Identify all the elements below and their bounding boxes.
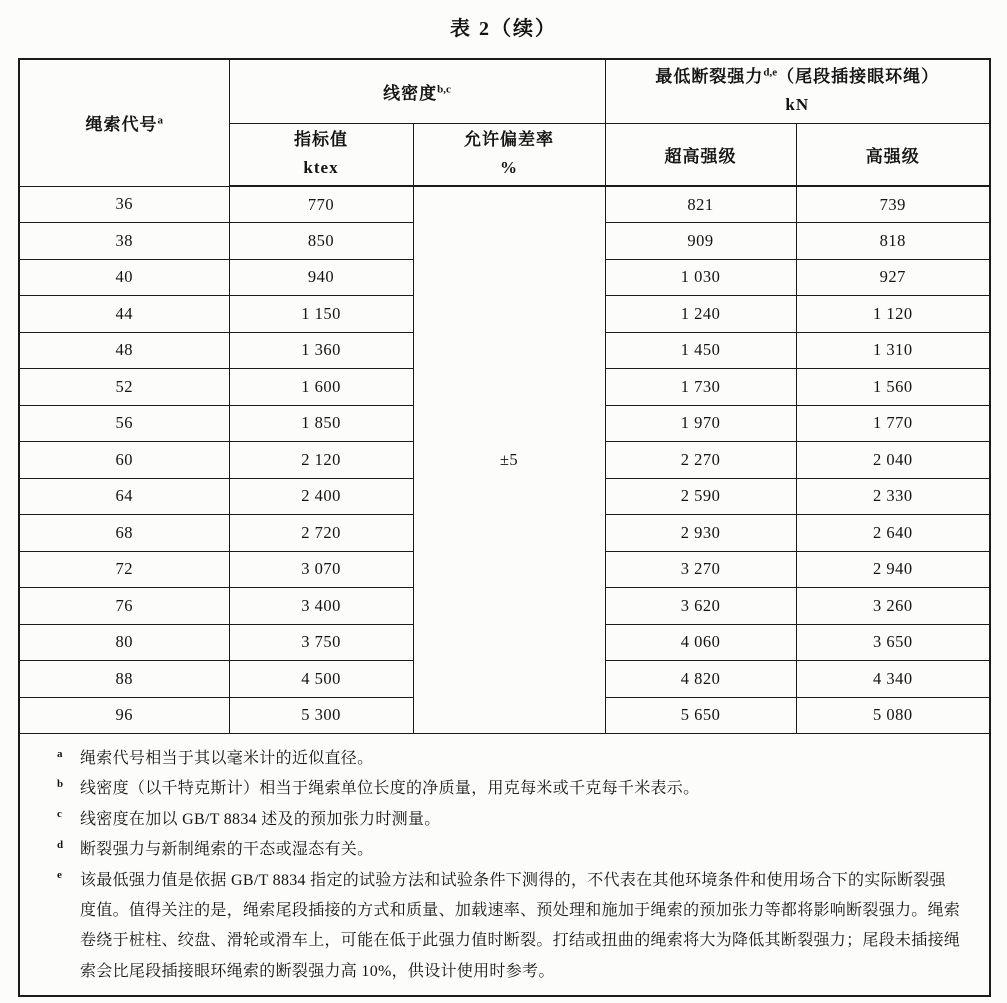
rope-code-cell: 68 xyxy=(19,515,229,552)
ktex-cell: 3 070 xyxy=(229,551,413,588)
table-row xyxy=(19,186,990,223)
footnote-text: 该最低强力值是依据 GB/T 8834 指定的试验方法和试验条件下测得的，不代表在其他环境条件和使用场合下的实际断裂强度值。值得关注的是，绳索尾段插接的方式和质量、加载速率、预处理和施加于绳索的预加张力等都将影响断裂强力。绳索卷绕于桩柱、绞盘、滑轮或滑车上，可能在低于此强力值时断裂。打结或扭曲的绳索将大为降低其断裂强力；尾段未插接绳索会比尾段插接眼环绳索的断裂强力高 10%，供设计使用时参考。 xyxy=(80,871,961,980)
rope-code-footnote-ref: a xyxy=(157,114,163,127)
footnotes-cell xyxy=(19,734,990,997)
high-cell: 2 040 xyxy=(796,442,990,479)
rope-code-cell: 88 xyxy=(19,661,229,698)
header-indicator-unit: ktex xyxy=(303,158,339,178)
rope-code-cell: 56 xyxy=(19,405,229,442)
footnotes-list xyxy=(57,744,961,987)
ktex-cell: 1 850 xyxy=(229,405,413,442)
ultra-high-cell: 1 730 xyxy=(605,369,796,406)
footnote-a: $^a$ 绳索代号相当于其以毫米计的近似直径。 xyxy=(57,747,374,767)
footnote-c: $^c$ 线密度在加以 GB/T 8834 述及的预加张力时测量。 xyxy=(57,808,441,828)
rope-code-cell: 40 xyxy=(19,259,229,296)
rope-code-cell: 96 xyxy=(19,697,229,734)
table-title: 表 2（续） xyxy=(450,18,557,40)
header-min-breaking-unit: kN xyxy=(785,95,810,115)
ultra-high-cell: 4 060 xyxy=(605,624,796,661)
high-cell: 3 650 xyxy=(796,624,990,661)
footnote-e: $^e$ 该最低强力值是依据 GB/T 8834 指定的试验方法和试验条件下测得的，不代表在其他环境条件和使用场合下的实际断裂强度值。值得关注的是，绳索尾段插接的方式和质量、加载速率、预处理和施加于绳索的预加张力等都将影响断裂强力。绳索卷绕于桩柱、绞盘、滑轮或滑车上，可能在低于此强力值时断裂。打结或扭曲的绳索将大为降低其断裂强力；尾段未插接绳索会比尾段插接眼环绳索的断裂强力高 10%，供设计使用时参考。 xyxy=(57,869,961,980)
header-indicator-value xyxy=(229,123,413,186)
ktex-cell: 2 400 xyxy=(229,478,413,515)
rope-code-cell: 76 xyxy=(19,588,229,625)
high-cell: 2 940 xyxy=(796,551,990,588)
high-cell: 2 640 xyxy=(796,515,990,552)
header-rope-code xyxy=(19,59,229,186)
header-min-breaking-line1 xyxy=(606,63,990,91)
ultra-high-cell: 1 240 xyxy=(605,296,796,333)
ultra-high-cell: 1 030 xyxy=(605,259,796,296)
header-deviation-label: 允许偏差率 xyxy=(464,130,554,150)
ktex-cell: 2 720 xyxy=(229,515,413,552)
rope-code-cell: 64 xyxy=(19,478,229,515)
ultra-high-cell: 1 450 xyxy=(605,332,796,369)
rope-spec-table xyxy=(18,58,991,997)
footnote-b: $^b$ 线密度（以千特克斯计）相当于绳索单位长度的净质量，用克每米或千克每千米表示。 xyxy=(57,778,700,798)
rope-code-cell: 60 xyxy=(19,442,229,479)
header-rope-code-label: 绳索代号 xyxy=(85,115,158,135)
min-breaking-footnote-ref: d,e xyxy=(763,66,778,79)
footnote-text: 断裂强力与新制绳索的干态或湿态有关。 xyxy=(80,841,374,859)
ultra-high-cell: 1 970 xyxy=(605,405,796,442)
ktex-cell: 4 500 xyxy=(229,661,413,698)
rope-code-cell: 52 xyxy=(19,369,229,406)
ultra-high-cell: 909 xyxy=(605,223,796,260)
header-linear-density-label: 线密度 xyxy=(383,83,438,103)
footnote-text: 绳索代号相当于其以毫米计的近似直径。 xyxy=(80,750,374,767)
high-cell: 1 120 xyxy=(796,296,990,333)
linear-density-footnote-ref: b,c xyxy=(437,83,451,96)
rope-code-cell: 48 xyxy=(19,332,229,369)
rope-code-cell: 44 xyxy=(19,296,229,333)
high-cell: 739 xyxy=(796,186,990,223)
footnote-d: $^d$ 断裂强力与新制绳索的干态或湿态有关。 xyxy=(57,838,374,859)
high-cell: 2 330 xyxy=(796,478,990,515)
rope-code-cell: 38 xyxy=(19,223,229,260)
ktex-cell: 3 750 xyxy=(229,624,413,661)
ultra-high-cell: 821 xyxy=(605,186,796,223)
high-cell: 5 080 xyxy=(796,697,990,734)
high-cell: 1 310 xyxy=(796,332,990,369)
high-cell: 1 560 xyxy=(796,369,990,406)
header-min-breaking-label: 最低断裂强力 xyxy=(655,67,764,87)
ktex-cell: 1 600 xyxy=(229,369,413,406)
ultra-high-cell: 2 270 xyxy=(605,442,796,479)
ktex-cell: 850 xyxy=(229,223,413,260)
ultra-high-cell: 2 590 xyxy=(605,478,796,515)
rope-code-cell: 36 xyxy=(19,186,229,223)
high-cell: 927 xyxy=(796,259,990,296)
ktex-cell: 5 300 xyxy=(229,697,413,734)
header-deviation xyxy=(413,123,605,186)
high-cell: 818 xyxy=(796,223,990,260)
rope-code-cell: 80 xyxy=(19,624,229,661)
header-min-breaking xyxy=(605,59,990,123)
header-ultra-high-grade: 超高强级 xyxy=(605,123,796,186)
header-deviation-unit: % xyxy=(500,158,518,178)
high-cell: 3 260 xyxy=(796,588,990,625)
ultra-high-cell: 3 270 xyxy=(605,551,796,588)
ktex-cell: 1 150 xyxy=(229,296,413,333)
rope-code-cell: 72 xyxy=(19,551,229,588)
ktex-cell: 940 xyxy=(229,259,413,296)
ultra-high-cell: 3 620 xyxy=(605,588,796,625)
footnote-text: 线密度（以千特克斯计）相当于绳索单位长度的净质量，用克每米或千克每千米表示。 xyxy=(80,780,700,798)
ultra-high-cell: 4 820 xyxy=(605,661,796,698)
deviation-cell: ±5 xyxy=(413,186,605,734)
header-high-grade: 高强级 xyxy=(796,123,990,186)
ktex-cell: 1 360 xyxy=(229,332,413,369)
header-indicator-value-label: 指标值 xyxy=(294,130,348,150)
ktex-cell: 2 120 xyxy=(229,442,413,479)
high-cell: 4 340 xyxy=(796,661,990,698)
ultra-high-cell: 2 930 xyxy=(605,515,796,552)
high-cell: 1 770 xyxy=(796,405,990,442)
ultra-high-cell: 5 650 xyxy=(605,697,796,734)
ktex-cell: 3 400 xyxy=(229,588,413,625)
footnote-text: 线密度在加以 GB/T 8834 述及的预加张力时测量。 xyxy=(80,810,441,828)
header-linear-density xyxy=(229,59,605,123)
header-min-breaking-paren: （尾段插接眼环绳） xyxy=(777,67,940,87)
ktex-cell: 770 xyxy=(229,186,413,223)
